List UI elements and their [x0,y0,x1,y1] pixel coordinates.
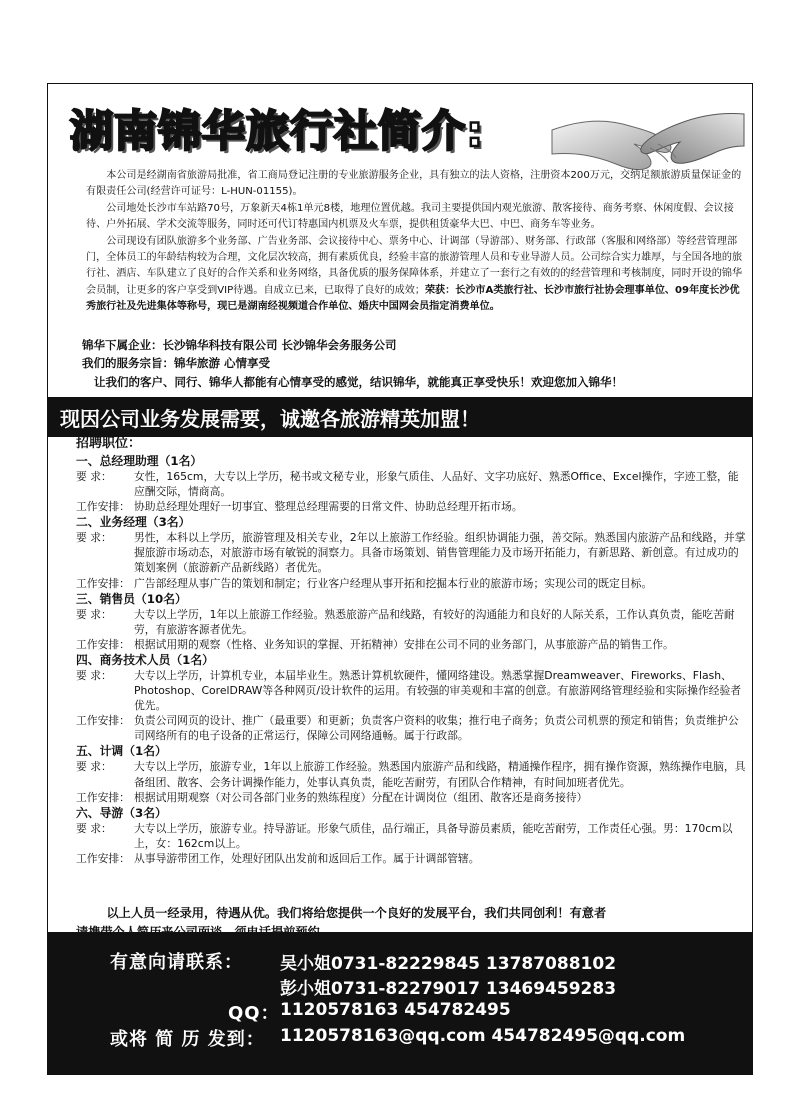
requirement-text: 男性，本科以上学历，旅游管理及相关专业，2年以上旅游工作经验。组织协调能力强，善交际。熟悉国内旅游产品和线路，并掌握旅游市场动态，对旅游市场有敏锐的洞察力。具备市场策划、销售管理能力及市场开拓能力，有新思路、新创意。有过成功的策划案例（旅游新产品新线路）者优先。 [134,531,746,575]
recruit-heading: 招聘职位： [76,436,142,451]
requirement-label: 要 求： [76,531,112,545]
recruit-banner [48,397,752,437]
duty-text: 根据试用期的观察（性格、业务知识的掌握、开拓精神）安排在公司不同的业务部门，从事旅游产品的销售工作。 [134,637,674,651]
requirement-text: 女性，165cm，大专以上学历，秘书或文秘专业，形象气质佳、人品好、文字功底好、熟悉Office、Excel操作，字迹工整，能应酬交际，情商高。 [134,470,739,499]
banner-text: 现因公司业务发展需要，诚邀各旅游精英加盟！ [60,407,480,431]
requirement-text: 大专以上学历，计算机专业，本届毕业生。熟悉计算机软硬件，懂网络建设。熟悉掌握Dreamweaver、Fireworks、Flash、Photoshop、CorelDRAW等各种网页/设计软件的运用。有较强的审美观和丰富的创意。有旅游网络管理经验和实际操作经验者优先。 [134,668,742,713]
requirement-text: 大专以上学历，1年以上旅游工作经验。熟悉旅游产品和线路，有较好的沟通能力和良好的人际关系，工作认真负责，能吃苦耐劳，有旅游客源者优先。 [134,607,735,636]
requirement-label: 要 求： [76,760,112,774]
flyer [47,83,753,1075]
intro-paragraph: 本公司是经湖南省旅游局批准，省工商局登记注册的专业旅游服务企业，具有独立的法人资格，注册资本200万元，交纳足额旅游质量保证金的有限责任公司(经营许可证号：L-HUN-01155)。 [86,170,742,198]
job-requirement [76,469,748,499]
duty-text: 广告部经理从事广告的策划和制定；行业客户经理从事开拓和挖掘本行业的旅游市场；实现公司的既定目标。 [134,576,653,590]
job-requirement [76,530,748,575]
duty-label: 工作安排： [76,714,130,728]
affiliates: 锦华下属企业：长沙锦华科技有限公司 长沙锦华会务服务公司 [82,338,397,352]
intro-honors: 荣获：长沙市A类旅行社、长沙市旅行社协会理事单位、09年度长沙优秀旅行社及先进集体等称号，现已是湖南经视频道合作单位、婚庆中国网会员指定消费单位。 [86,284,740,313]
duty-label: 工作安排： [76,790,130,804]
job-title: 三、销售员（10名） [76,591,187,606]
job-title: 六、导游（3名） [76,805,167,820]
service-motto: 我们的服务宗旨：锦华旅游 心情享受 [82,356,271,370]
intro-paragraph [86,234,748,316]
closing-line: 以上人员一经录用，待遇从优。我们将给您提供一个良好的发展平台，我们共同创利！有意者 [106,906,607,920]
email-addresses: 1120578163@qq.com 454782495@qq.com [280,1026,686,1046]
duty-label: 工作安排： [76,576,130,590]
job-duty [76,851,748,866]
requirement-text: 大专以上学历，旅游专业。持导游证。形象气质佳，品行端正，具备导游员素质，能吃苦耐劳，工作责任心强。男：170cm以上，女：162cm以上。 [134,821,733,850]
requirement-label: 要 求： [76,668,112,682]
requirement-text: 大专以上学历，旅游专业，1年以上旅游工作经验。熟悉国内旅游产品和线路，精通操作程序，拥有操作资源，熟练操作电脑，具备组团、散客、会务计调操作能力，处事认真负责，能吃苦耐劳，有团队合作精神，有时间加班者优先。 [134,760,746,789]
job-title: 一、总经理助理（1名） [76,454,203,468]
duty-text: 根据试用期观察（对公司各部门业务的熟练程度）分配在计调岗位（组团、散客还是商务接待） [134,790,588,804]
duty-text: 从事导游带团工作，处理好团队出发前和返回后工作。属于计调部管辖。 [134,851,480,865]
handshake-icon [550,90,746,180]
page-title: 湖南锦华旅行社简介: [70,107,485,157]
requirement-label: 要 求： [76,607,112,621]
duty-text: 负责公司网页的设计、推广（最重要）和更新；负责客户资料的收集；推行电子商务；负责公司机票的预定和销售；负责维护公司网络所有的电子设备的正常运行，保障公司网络通畅。属于行政部。 [134,714,739,743]
intro-paragraph: 公司地处长沙市车站路70号，万象新天4栋1单元8楼，地理位置优越。我司主要提供国内观光旅游、散客接待、商务考察、休闲度假、会议接待、户外拓展、学术交流等服务，同时还可代订特惠国内机票及火车票，提供租赁豪华大巴、中巴、商务车等业务。 [86,202,734,231]
job-title: 五、计调（1名） [76,744,167,759]
job-duty [76,499,748,514]
job-title: 二、业务经理（3名） [76,515,191,530]
intro-text: 公司现设有团队旅游多个业务部、广告业务部、会议接待中心、票务中心、计调部（导游部）、财务部、行政部（客服和网络部）等经营管理部门，全体员工的年龄结构较为合理，文化层次较高，拥有素质优良，经验丰富的旅游管理人员和专业导游人员。公司综合实力雄厚，与全国各地的旅行社、酒店、车队建立了良好的合作关系和业务网络，具备优质的服务保障体系，并建立了一套行之有效的的经营管理和考核制度，同时开设的锦华会员制，让更多的客户享受到VIP待遇。自成立已来，已取得了良好的成效； [86,235,743,296]
job-title: 四、商务技术人员（1名） [76,652,214,667]
job-duty [76,637,748,652]
requirement-label: 要 求： [76,470,112,483]
company-intro [86,168,748,316]
job-duty [76,713,748,743]
email-label: 或将 简 历 发到： [110,1029,265,1050]
duty-label: 工作安排： [76,637,130,651]
job-requirement [76,607,748,637]
qq-label: QQ： [228,1003,280,1024]
welcome-slogan: 让我们的客户、同行、锦华人都能有心情享受的感觉，结识锦华，就能真正享受快乐！欢迎您加入锦华！ [94,375,623,389]
contact-label: 有意向请联系： [110,952,243,973]
job-list [76,434,748,866]
requirement-label: 要 求： [76,821,112,835]
contact-box [48,932,752,1075]
contact-phone-peng: 彭小姐0731-82279017 13469459283 [280,979,617,999]
duty-label: 工作安排： [76,500,130,514]
contact-phone-wu: 吴小姐0731-82229845 13787088102 [280,954,617,974]
duty-text: 协助总经理处理好一切事宜、整理总经理需要的日常文件、协助总经理开拓市场。 [134,500,523,514]
qq-numbers: 1120578163 454782495 [280,1000,511,1020]
job-duty [76,576,748,591]
job-duty [76,790,748,805]
duty-label: 工作安排： [76,851,130,865]
job-requirement [76,821,748,851]
job-requirement [76,759,748,789]
job-requirement [76,668,748,713]
